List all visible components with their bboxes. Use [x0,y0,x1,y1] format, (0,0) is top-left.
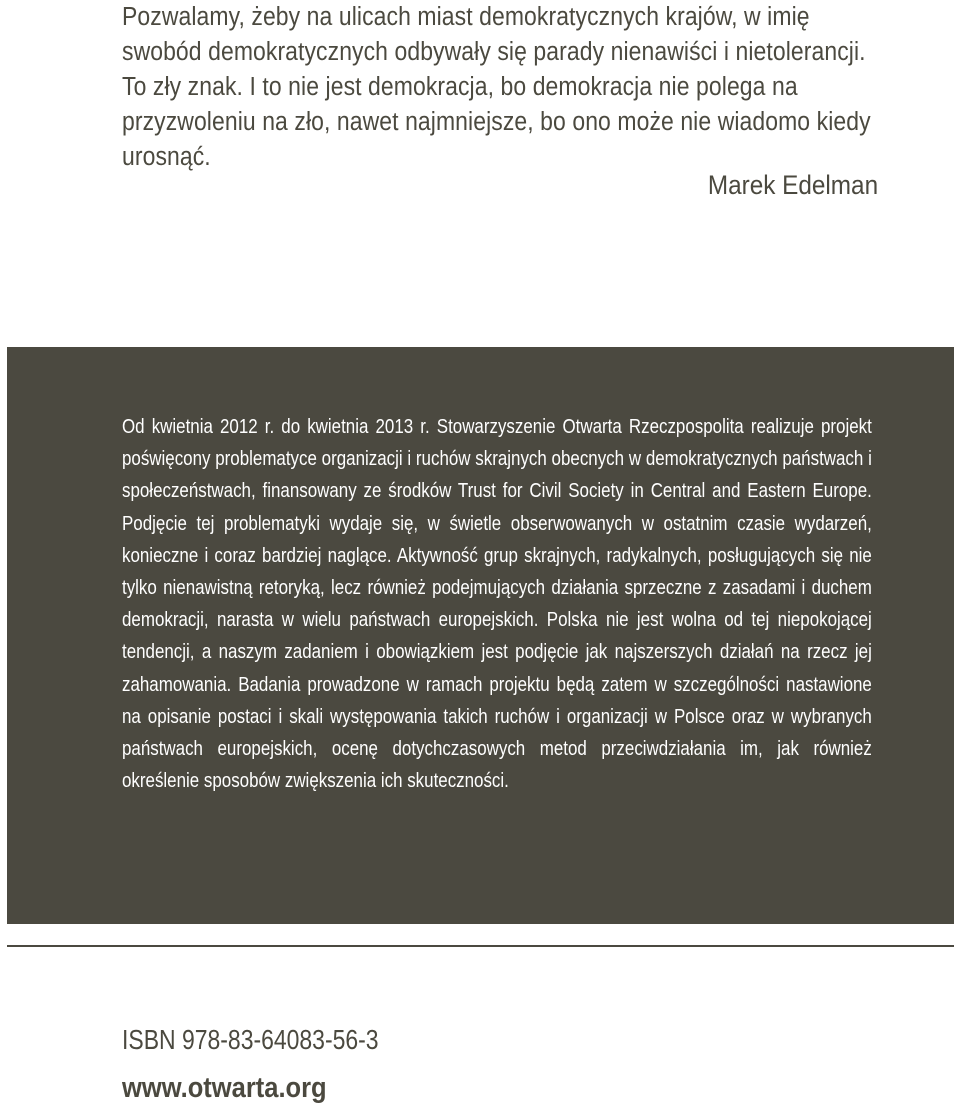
quote-text: Pozwalamy, żeby na ulicach miast demokratycznych krajów, w imię swobód demokratycznych odbywały się parady nienawiści i nietolerancji. To zły znak. I to nie jest demokracja, bo demokracja nie polega na przyzwoleniu na zło, nawet najmniejsze, bo ono może nie wiadomo kiedy urosnąć. [122,3,871,171]
project-description [122,411,872,797]
quote-block [122,0,882,175]
website-link[interactable]: www.otwarta.org [122,1072,327,1104]
divider [7,945,954,947]
quote-author: Marek Edelman [707,170,878,200]
isbn: ISBN 978-83-64083-56-3 [122,1024,379,1055]
project-description-panel [7,347,954,924]
project-description-text: Od kwietnia 2012 r. do kwietnia 2013 r. Stowarzyszenie Otwarta Rzeczpospolita realizuje projekt poświęcony problematyce organizacji i ruchów skrajnych obecnych w demokratycznych państwach i społeczeństwach, finansowany ze środków Trust for Civil Society in Central and Eastern Europe. Podjęcie tej problematyki wydaje się, w świetle obserwowanych w ostatnim czasie wydarzeń, konieczne i coraz bardziej naglące. Aktywność grup skrajnych, radykalnych, posługujących się nie tylko nienawistną retoryką, lecz również podejmujących działania sprzeczne z zasadami i duchem demokracji, narasta w wielu państwach europejskich. Polska nie jest wolna od tej niepokojącej tendencji, a naszym zadaniem i obowiązkiem jest podjęcie jak najszerszych działań na rzecz jej zahamowania. Badania prowadzone w ramach projektu będą zatem w szczególności nastawione na opisanie postaci i skali występowania takich ruchów i organizacji w Polsce oraz w wybranych państwach europejskich, ocenę dotychczasowych metod przeciwdziałania im, jak również określenie sposobów zwiększenia ich skuteczności. [122,416,872,793]
